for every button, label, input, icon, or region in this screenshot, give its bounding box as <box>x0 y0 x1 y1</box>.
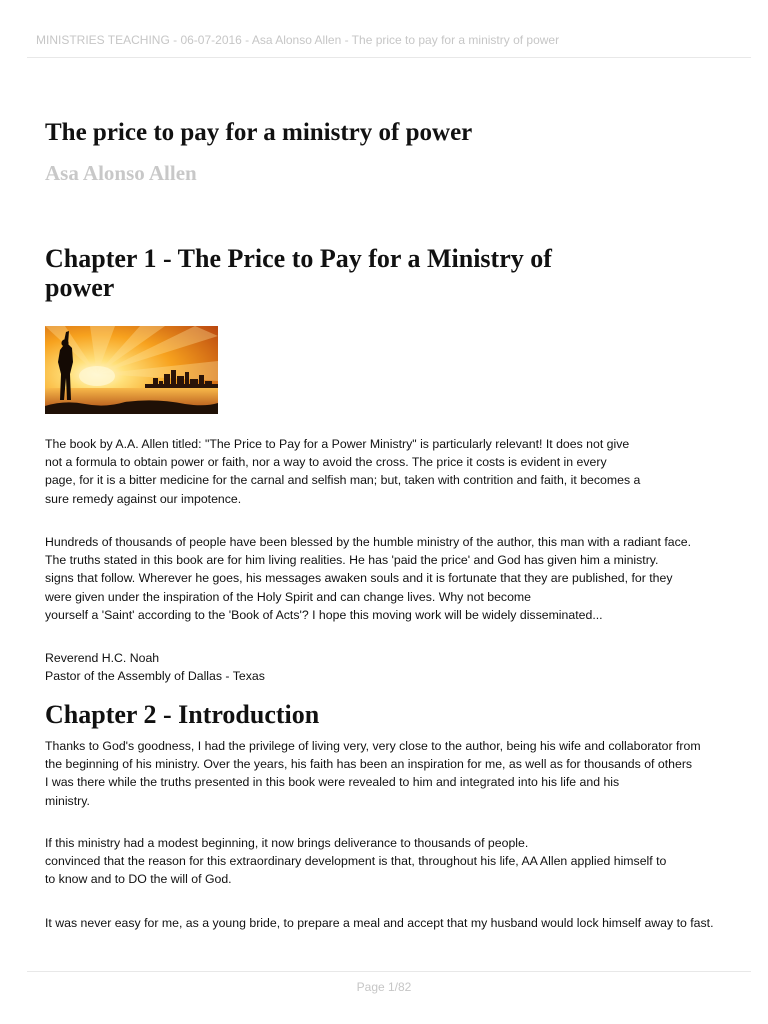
chapter-1-heading <box>45 244 605 302</box>
signature-role: Pastor of the Assembly of Dallas - Texas <box>45 669 265 684</box>
chapter-2-paragraph <box>45 834 666 889</box>
chapter-2-paragraph <box>45 737 701 810</box>
text-line: I was there while the truths presented in this book were revealed to him and integrated into his life and his <box>45 775 620 790</box>
header-rule <box>27 57 751 58</box>
chapter-1-paragraph <box>45 435 640 508</box>
signature-name: Reverend H.C. Noah <box>45 651 160 665</box>
document-title: The price to pay for a ministry of power <box>45 119 473 146</box>
text-line: ministry. <box>45 793 90 808</box>
text-line: the beginning of his ministry. Over the years, his faith has been an inspiration for me, as well as for thousands of others <box>45 757 693 772</box>
text-line: convinced that the reason for this extraordinary development is that, throughout his life, AA Allen applied himself to <box>45 854 667 869</box>
text-line: page, for it is a bitter medicine for the carnal and selfish man; but, taken with contrition and faith, it becomes a <box>45 473 641 488</box>
text-line: If this ministry had a modest beginning, it now brings deliverance to thousands of people. <box>45 836 529 850</box>
signature-block <box>45 649 265 685</box>
chapter-1-heading-line: power <box>45 273 115 302</box>
text-line: were given under the inspiration of the Holy Spirit and can change lives. Why not become <box>45 589 531 604</box>
footer-rule <box>27 971 751 972</box>
sunset-silhouette-illustration <box>45 326 218 414</box>
chapter-1-paragraph <box>45 533 691 624</box>
text-line: signs that follow. Wherever he goes, his messages awaken souls and it is fortunate that they are published, for they <box>45 571 673 586</box>
text-line: Hundreds of thousands of people have been blessed by the humble ministry of the author, this man with a radiant face. <box>45 535 691 549</box>
document-author: Asa Alonso Allen <box>45 161 197 185</box>
text-line: yourself a 'Saint' according to the 'Book of Acts'? I hope this moving work will be widely disseminated... <box>45 607 603 622</box>
text-line: The truths stated in this book are for him living realities. He has 'paid the price' and God has given him a ministry. <box>45 553 659 568</box>
text-line: to know and to DO the will of God. <box>45 872 232 887</box>
text-line: not a formula to obtain power or faith, nor a way to avoid the cross. The price it costs is evident in every <box>45 455 607 470</box>
text-line: Thanks to God's goodness, I had the privilege of living very, very close to the author, being his wife and collaborator from <box>45 739 701 753</box>
chapter-2-paragraph <box>45 914 713 932</box>
page-number: Page 1/82 <box>356 980 412 994</box>
chapter-2-heading: Chapter 2 - Introduction <box>45 700 320 729</box>
text-line: It was never easy for me, as a young bride, to prepare a meal and accept that my husband would lock himself away to fast. <box>45 916 714 930</box>
chapter-1-heading-line: Chapter 1 - The Price to Pay for a Ministry of <box>45 244 552 273</box>
text-line: sure remedy against our impotence. <box>45 491 242 506</box>
text-line: The book by A.A. Allen titled: "The Price to Pay for a Power Ministry" is particularly relevant! It does not give <box>45 437 630 451</box>
running-header: MINISTRIES TEACHING - 06-07-2016 - Asa Alonso Allen - The price to pay for a ministry of power <box>36 33 560 47</box>
